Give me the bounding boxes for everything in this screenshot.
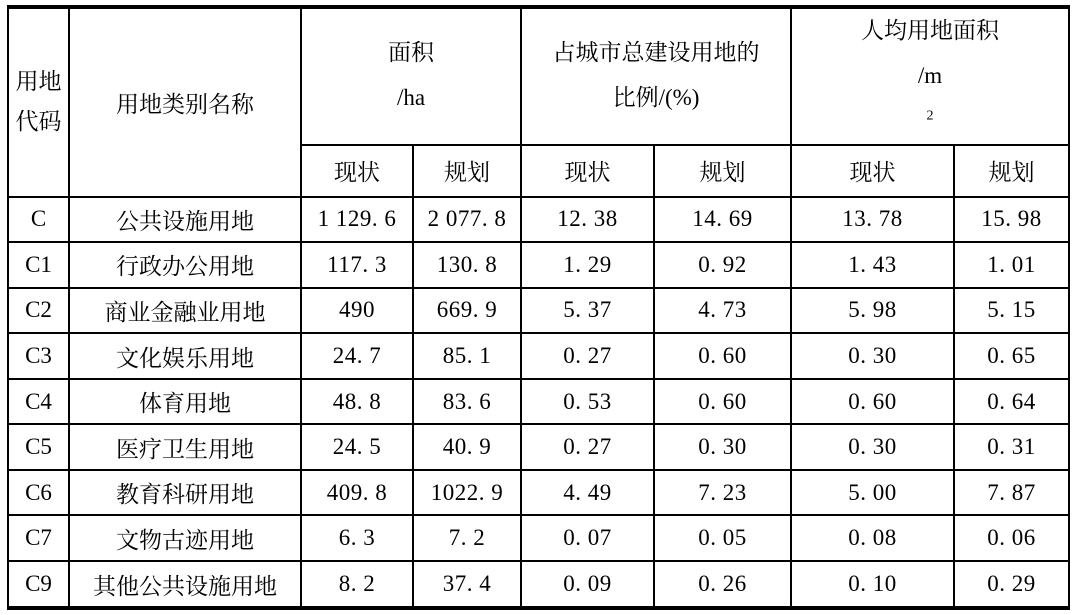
subheader-percentage-planned: 规划 [654,145,791,197]
cell-per-capita-current: 5. 00 [791,470,954,516]
area-group-unit: /ha [396,85,426,111]
subheader-area-planned: 规划 [413,145,521,197]
cell-per-capita-planned: 1. 01 [954,242,1069,288]
cell-land-code: C9 [8,561,69,608]
cell-category-name: 医疗卫生用地 [69,424,301,470]
column-group-percentage [521,7,791,145]
cell-area-planned: 2 077. 8 [413,197,521,243]
cell-per-capita-current: 0. 10 [791,561,954,608]
per-capita-group-unit [792,54,1068,144]
land-use-table [7,5,1070,610]
land-code-header-line2: 代码 [15,109,62,135]
cell-area-planned: 669. 9 [413,288,521,334]
cell-percentage-current: 4. 49 [521,470,654,516]
per-capita-group-title: 人均用地面积 [861,18,999,43]
cell-per-capita-current: 0. 60 [791,379,954,425]
cell-area-current: 24. 5 [301,424,413,470]
cell-area-planned: 37. 4 [413,561,521,608]
table-row [8,333,1069,379]
cell-land-code: C7 [8,515,69,561]
cell-per-capita-current: 13. 78 [791,197,954,243]
cell-percentage-current: 1. 29 [521,242,654,288]
table-row [8,424,1069,470]
cell-land-code: C3 [8,333,69,379]
cell-percentage-planned: 0. 60 [654,379,791,425]
cell-area-planned: 85. 1 [413,333,521,379]
per-capita-unit-superscript: 2 [926,108,934,124]
cell-per-capita-planned: 7. 87 [954,470,1069,516]
subheader-per-capita-planned: 规划 [954,145,1069,197]
cell-area-planned: 1022. 9 [413,470,521,516]
cell-land-code: C2 [8,288,69,334]
table-row [8,379,1069,425]
table-row [8,470,1069,516]
cell-area-planned: 130. 8 [413,242,521,288]
cell-percentage-planned: 4. 73 [654,288,791,334]
percentage-group-unit: 比例/(%) [612,85,700,111]
cell-percentage-current: 0. 27 [521,333,654,379]
cell-area-current: 117. 3 [301,242,413,288]
cell-percentage-planned: 0. 30 [654,424,791,470]
cell-percentage-current: 0. 09 [521,561,654,608]
cell-per-capita-planned: 0. 29 [954,561,1069,608]
cell-area-current: 490 [301,288,413,334]
cell-per-capita-current: 1. 43 [791,242,954,288]
cell-land-code: C [8,197,69,243]
column-group-area [301,7,521,145]
cell-area-planned: 83. 6 [413,379,521,425]
cell-category-name: 其他公共设施用地 [69,561,301,608]
table-row [8,515,1069,561]
cell-category-name: 体育用地 [69,379,301,425]
header-group-row [8,7,1069,145]
subheader-area-current: 现状 [301,145,413,197]
cell-percentage-current: 5. 37 [521,288,654,334]
cell-category-name: 商业金融业用地 [69,288,301,334]
cell-category-name: 公共设施用地 [69,197,301,243]
area-group-title: 面积 [388,40,434,66]
cell-category-name: 文化娱乐用地 [69,333,301,379]
cell-per-capita-planned: 0. 64 [954,379,1069,425]
cell-per-capita-planned: 0. 06 [954,515,1069,561]
cell-land-code: C4 [8,379,69,425]
column-header-category-name: 用地类别名称 [69,7,301,197]
cell-area-current: 1 129. 6 [301,197,413,243]
cell-area-current: 409. 8 [301,470,413,516]
cell-percentage-current: 0. 07 [521,515,654,561]
cell-land-code: C1 [8,242,69,288]
cell-per-capita-current: 5. 98 [791,288,954,334]
cell-category-name: 行政办公用地 [69,242,301,288]
cell-percentage-current: 0. 53 [521,379,654,425]
cell-area-planned: 40. 9 [413,424,521,470]
column-header-land-code [8,7,69,197]
table-row [8,242,1069,288]
cell-area-current: 24. 7 [301,333,413,379]
cell-percentage-planned: 7. 23 [654,470,791,516]
land-code-header-line1: 用地 [15,69,62,95]
cell-percentage-planned: 0. 92 [654,242,791,288]
subheader-percentage-current: 现状 [521,145,654,197]
cell-per-capita-planned: 5. 15 [954,288,1069,334]
cell-category-name: 文物古迹用地 [69,515,301,561]
table-row [8,561,1069,608]
cell-category-name: 教育科研用地 [69,470,301,516]
cell-per-capita-current: 0. 08 [791,515,954,561]
cell-area-planned: 7. 2 [413,515,521,561]
cell-area-current: 6. 3 [301,515,413,561]
cell-per-capita-current: 0. 30 [791,333,954,379]
table-row [8,197,1069,243]
cell-area-current: 8. 2 [301,561,413,608]
cell-area-current: 48. 8 [301,379,413,425]
column-group-per-capita [791,7,1069,145]
cell-percentage-planned: 0. 60 [654,333,791,379]
cell-per-capita-planned: 15. 98 [954,197,1069,243]
cell-percentage-current: 12. 38 [521,197,654,243]
cell-percentage-current: 0. 27 [521,424,654,470]
cell-land-code: C6 [8,470,69,516]
cell-percentage-planned: 0. 05 [654,515,791,561]
cell-per-capita-current: 0. 30 [791,424,954,470]
percentage-group-title: 占城市总建设用地的 [552,40,760,66]
cell-land-code: C5 [8,424,69,470]
cell-per-capita-planned: 0. 31 [954,424,1069,470]
cell-percentage-planned: 0. 26 [654,561,791,608]
cell-per-capita-planned: 0. 65 [954,333,1069,379]
table-row [8,288,1069,334]
per-capita-unit-base: /m [917,62,943,88]
subheader-per-capita-current: 现状 [791,145,954,197]
cell-percentage-planned: 14. 69 [654,197,791,243]
